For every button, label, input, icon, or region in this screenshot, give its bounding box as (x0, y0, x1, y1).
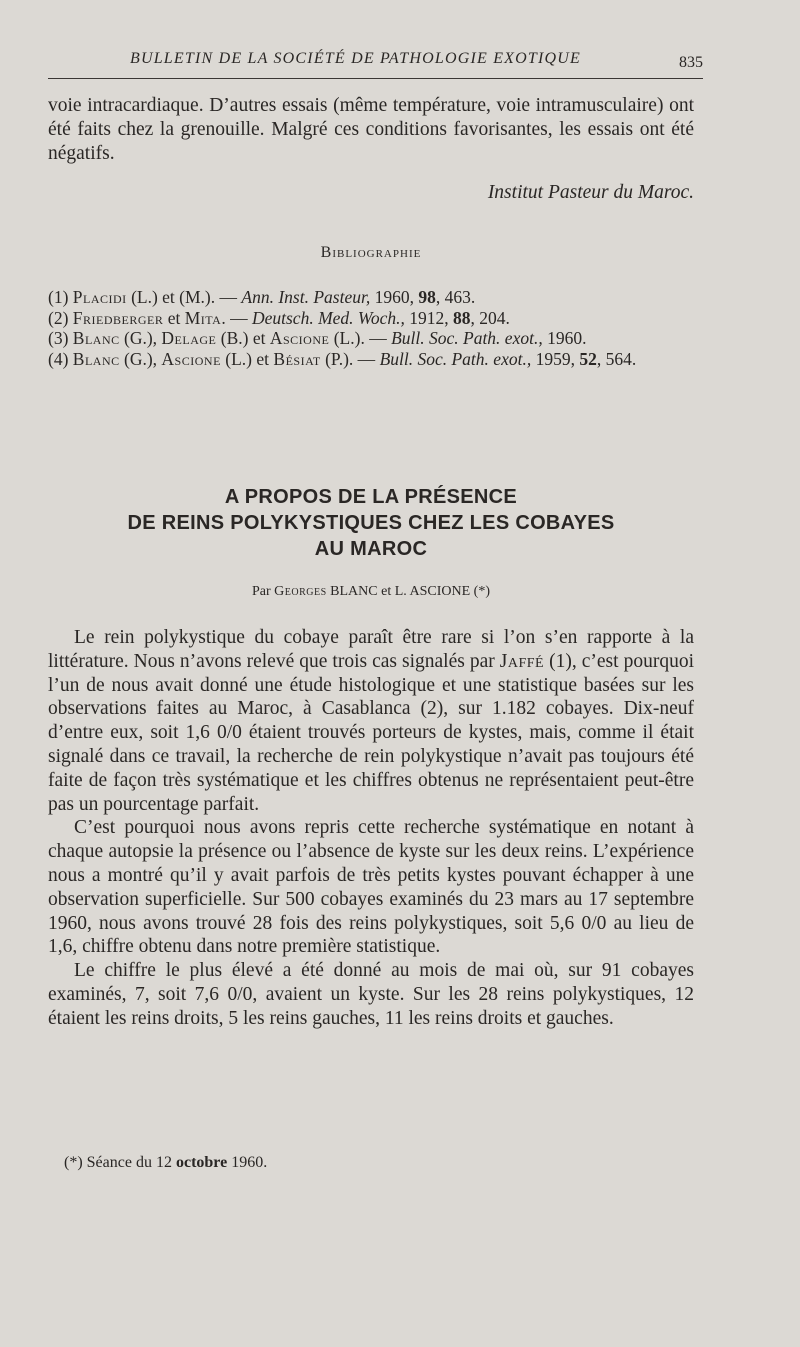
page-number: 835 (679, 54, 703, 71)
reference-3: (3) Blanc (G.), Delage (B.) et Ascione (L.). — Bull. Soc. Path. exot., 1960. (48, 328, 587, 348)
byline: Par Georges BLANC et L. ASCIONE (*) (251, 584, 490, 599)
reference-1: (1) Placidi (L.) et (M.). — Ann. Inst. Pasteur, 1960, 98, 463. (48, 287, 476, 307)
article-body (48, 626, 694, 1031)
article-title: A PROPOS DE LA PRÉSENCE DE REINS POLYKYSTIQUES CHEZ LES COBAYES AU MAROC (127, 486, 615, 560)
reference-2: (2) Friedberger et Mita. — Deutsch. Med. Woch., 1912, 88, 204. (48, 307, 510, 328)
paragraph-1: Le rein polykystique du cobaye paraît être rare si l’on s’en rapporte à la littérature. Nous n’avons relevé que trois cas signalés par Jaffé (1), c’est pourquoi l’un de nous avait donné une étude histologique et une statistique basées sur les observations faites au Maroc, à Casablanca (2), sur 1.182 cobayes. Dix-neuf d’entre eux, soit 1,6 0/0 étaient trouvés porteurs de kystes, mais, comme il était signalé dans ce travail, la recherche de rein polykystique n’avait pas toujours été faite de façon très systématique et les chiffres obtenus ne représentaient peut-être pas un pourcentage parfait. (48, 627, 694, 815)
running-title: BULLETIN DE LA SOCIÉTÉ DE PATHOLOGIE EXOTIQUE (129, 50, 582, 67)
paragraph-2: C’est pourquoi nous avons repris cette recherche systématique en notant à chaque autopsie la présence ou l’absence de kyste sur les deux reins. L’expérience nous a montré qu’il y avait parfois de très petits kystes pouvant échapper à une observation superficielle. Sur 500 cobayes examinés du 23 mars au 17 septembre 1960, nous avons trouvé 28 fois des reins polykystiques, soit 5,6 0/0 au lieu de 1,6, chiffre obtenu dans notre première statistique. (48, 817, 694, 958)
affiliation: Institut Pasteur du Maroc. (487, 182, 694, 203)
running-header (48, 48, 703, 79)
bibliography-list (48, 287, 694, 369)
reference-4: (4) Blanc (G.), Ascione (L.) et Bésiat (P.). — Bull. Soc. Path. exot., 1959, 52, 564. (48, 348, 637, 369)
paragraph-3: Le chiffre le plus élevé a été donné au mois de mai où, sur 91 cobayes examinés, 7, soit 7,6 0/0, avaient un kyste. Sur les 28 reins polykystiques, 12 étaient les reins droits, 5 les reins gauches, 11 les reins droits et gauches. (48, 960, 694, 1029)
continued-paragraph: voie intracardiaque. D’autres essais (même température, voie intramusculaire) ont été faits chez la grenouille. Malgré ces conditions favorisantes, les essais ont été négatifs. (48, 95, 694, 164)
footnote: (*) Séance du 12 octobre 1960. (64, 1154, 268, 1171)
bibliography-heading: Bibliographie (320, 244, 422, 261)
